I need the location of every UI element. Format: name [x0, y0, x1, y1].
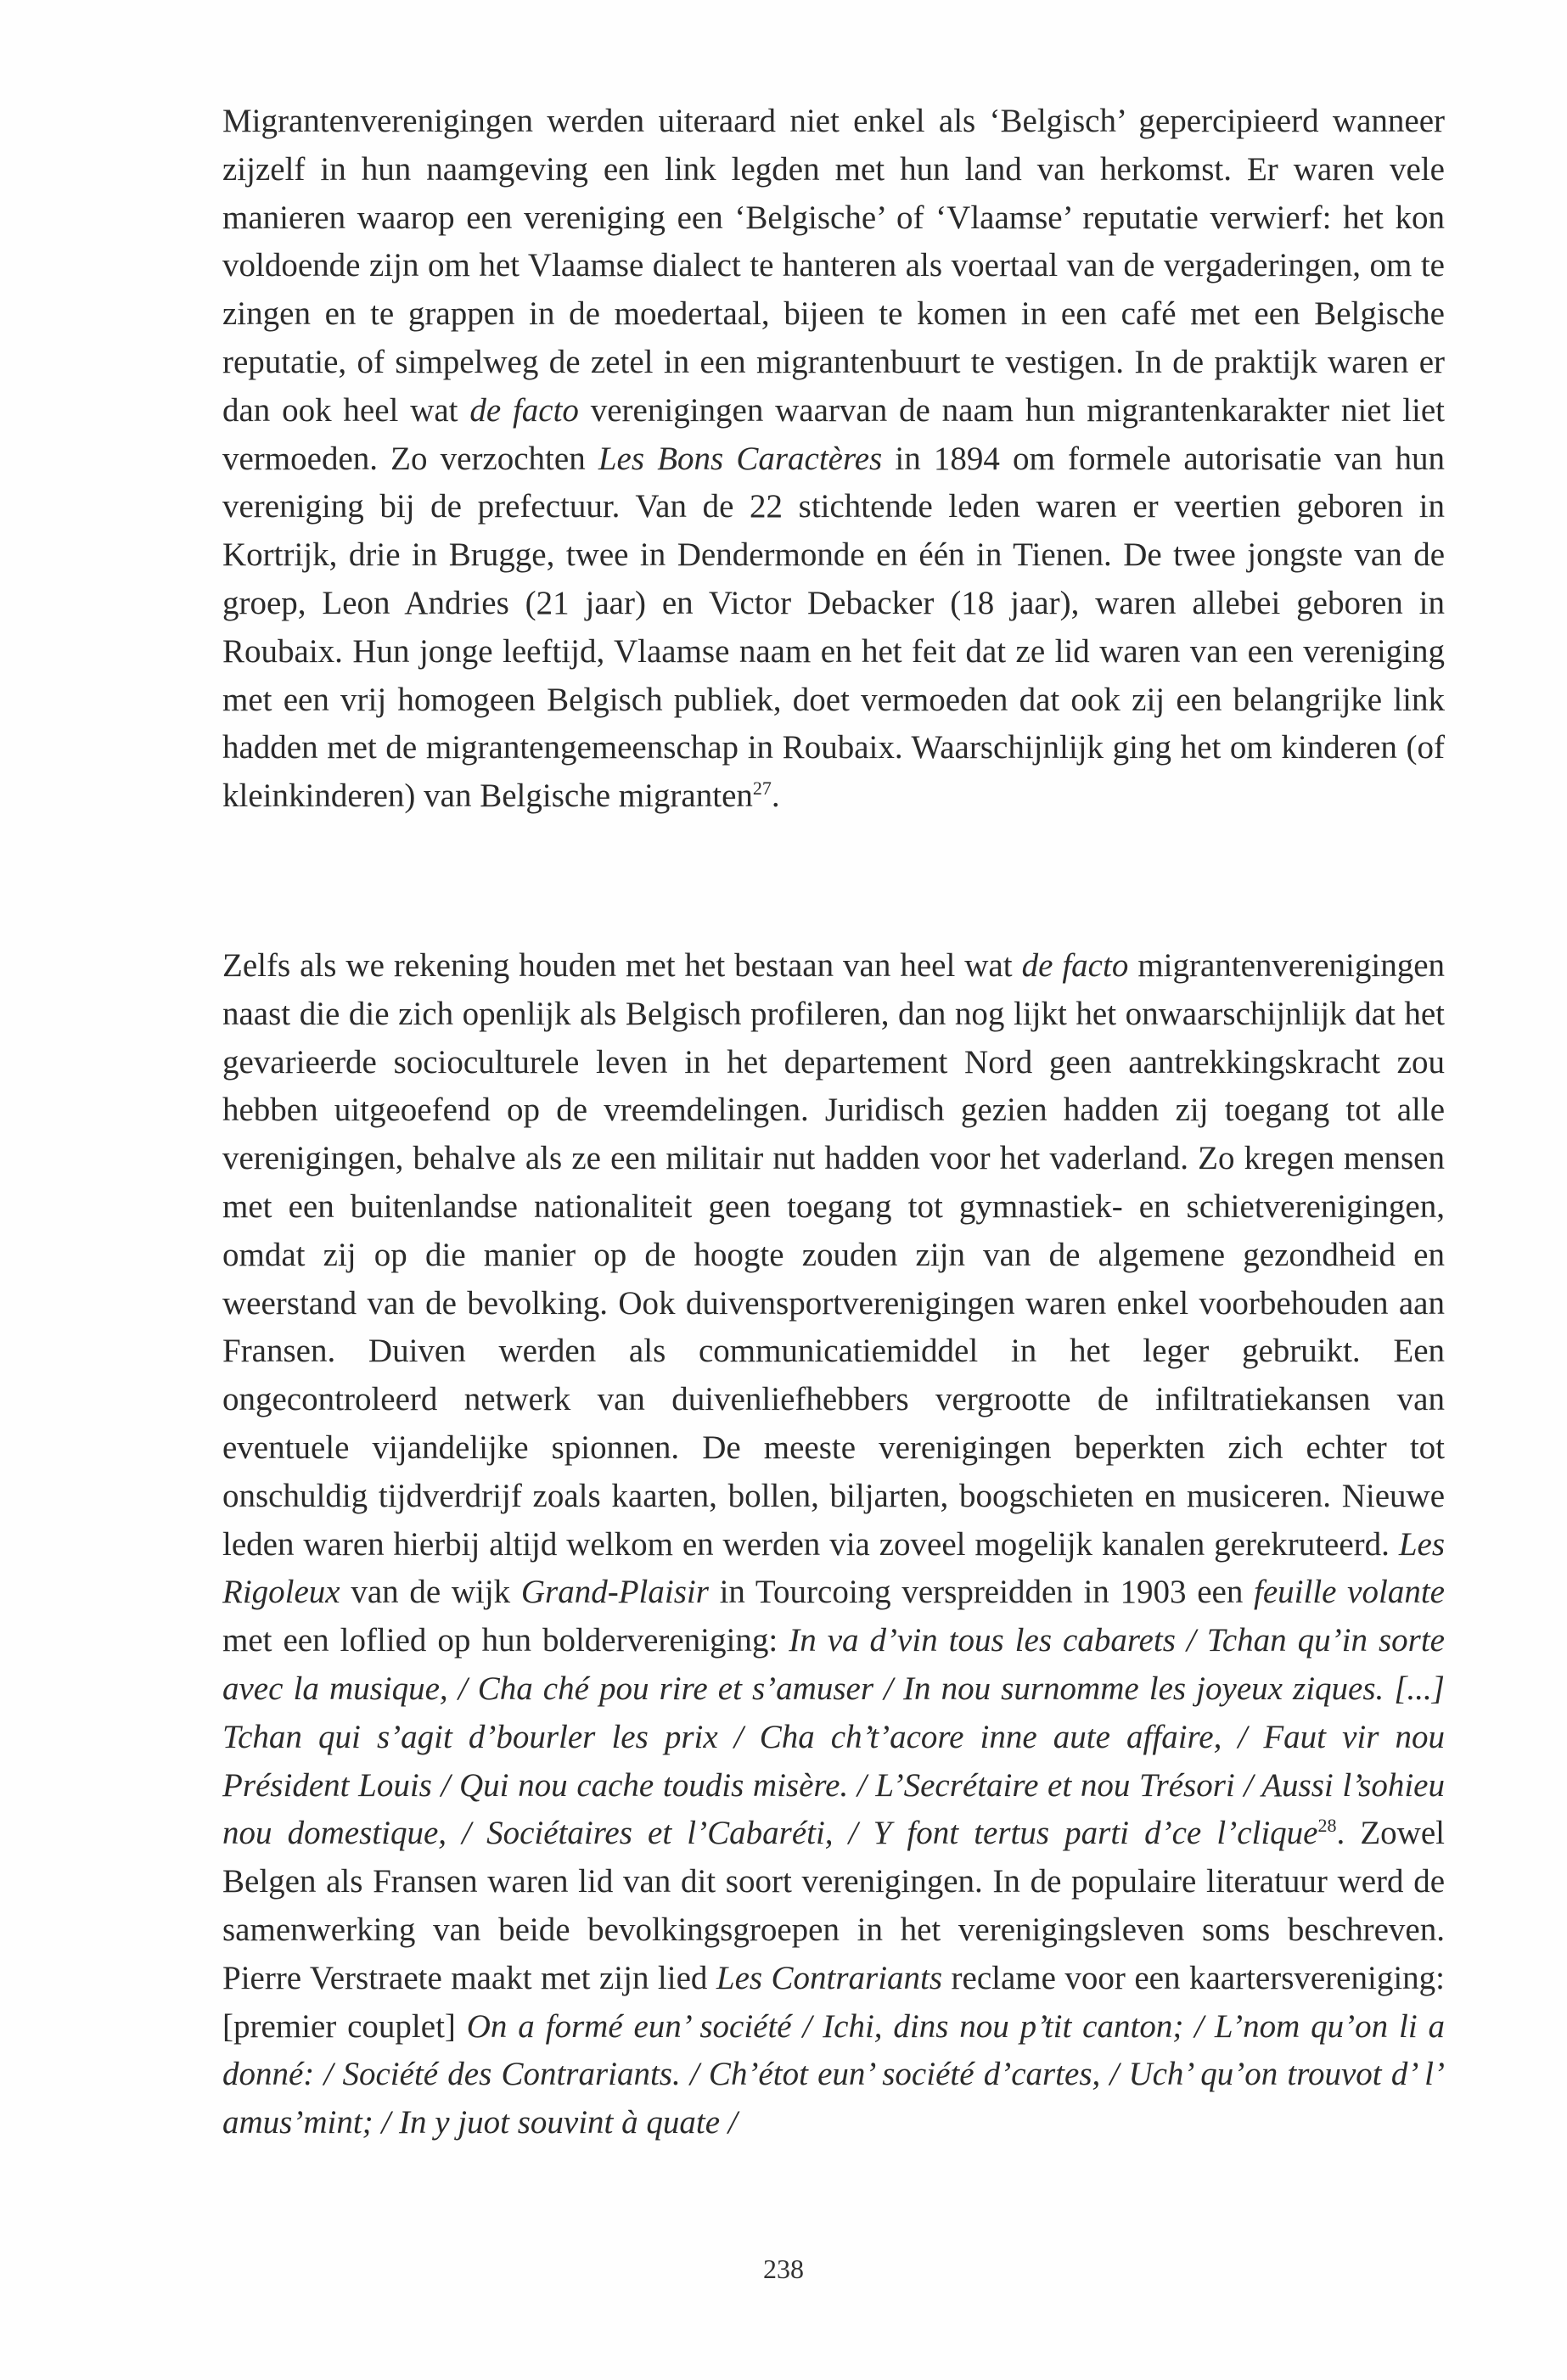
- text-run: .: [771, 777, 780, 815]
- italic-text: de facto: [469, 391, 579, 429]
- italic-text: Les Rigoleux: [222, 1525, 1445, 1611]
- italic-text: Les Bons Caractères: [598, 440, 883, 477]
- text-run: van de wijk: [340, 1574, 521, 1611]
- text-run: in 1894 om formele autorisatie van hun vereniging bij de prefectuur. Van de 22 stichtende leden waren er veertien geboren in Kortrijk, drie in Brugge, twee in Dendermonde en één in Tienen. De twee jongste van de groep, Leon Andries (21 jaar) en Victor Debacker (18 jaar), waren allebei geboren in Roubaix. Hun jonge leeftijd, Vlaamse naam en het feit dat ze lid waren van een vereniging met een vrij homogeen Belgisch publiek, doet vermoeden dat ook zij een belangrijke link hadden met de migrantengemeenschap in Roubaix. Waarschijnlijk ging het om kinderen (of kleinkinderen) van Belgische migranten: [222, 440, 1445, 815]
- text-run: . Zowel Belgen als Fransen waren lid van dit soort verenigingen. In de populaire literatuur werd de samenwerking van beide bevolkingsgroepen in het verenigingsleven soms beschreven. Pierre Verstraete maakt met zijn lied: [222, 1815, 1445, 1996]
- paragraph-text: [222, 942, 1445, 2147]
- italic-text: In va d’vin tous les cabarets / Tchan qu’in sorte avec la musique, / Cha ché pou rire et s’amuser / In nou surnomme les joyeux ziques. [...] Tchan qui s’agit d’bourler les prix / Cha ch’t’acore inne aute affaire, / Faut vir nou Président Louis / Qui nou cache toudis misère. / L’Secrétaire et nou Trésori / Aussi l’sohieu nou domestique, / Sociétaires et l’Cabaréti, / Y font tertus parti d’ce l’clique: [222, 1622, 1445, 1852]
- paragraph: [222, 98, 1445, 821]
- page-number: 238: [763, 2254, 804, 2284]
- paragraph: [222, 942, 1445, 2147]
- text-run: reclame voor een kaartersvereniging: [premier couplet]: [222, 1959, 1445, 2045]
- text-run: verenigingen waarvan de naam hun migrantenkarakter niet liet vermoeden. Zo verzochten: [222, 391, 1446, 477]
- italic-text: On a formé eun’ société / Ichi, dins nou p’tit canton; / L’nom qu’on li a donné: / Société des Contrariants. / Ch’étot eun’ société d’cartes, / Uch’ qu’on trouvot d’ l’ amus’mint; / In y juot souvint à quate /: [222, 2007, 1446, 2141]
- text-run: migrantenverenigingen naast die die zich openlijk als Belgisch profileren, dan nog lijkt het onwaarschijnlijk dat het gevarieerde socioculturele leven in het departement Nord geen aantrekkingskracht zou hebben uitgeoefend op de vreemdelingen. Juridisch gezien hadden zij toegang tot alle verenigingen, behalve als ze een militair nut hadden voor het vaderland. Zo kregen mensen met een buitenlandse nationaliteit geen toegang tot gymnastiek- en schietverenigingen, omdat zij op die manier op de hoogte zouden zijn van de algemene gezondheid en weerstand van de bevolking. Ook duivensportverenigingen waren enkel voorbehouden aan Fransen. Duiven werden als communicatiemiddel in het leger gebruikt. Een ongecontroleerd netwerk van duivenliefhebbers vergrootte de infiltratiekansen van eventuele vijandelijke spionnen. De meeste verenigingen beperkten zich echter tot onschuldig tijdverdrijf zoals kaarten, bollen, biljarten, boogschieten en musiceren. Nieuwe leden waren hierbij altijd welkom en werden via zoveel mogelijk kanalen gerekruteerd.: [222, 947, 1446, 1563]
- italic-text: Les Contrariants: [716, 1959, 943, 1996]
- text-run: met een loflied op hun boldervereniging:: [222, 1622, 789, 1659]
- footnote-ref: 27: [752, 777, 772, 800]
- text-run: in Tourcoing verspreidden in 1903 een: [708, 1574, 1255, 1611]
- footnote-ref: 28: [1317, 1815, 1337, 1837]
- italic-text: de facto: [1021, 947, 1129, 984]
- text-run: Migrantenverenigingen werden uiteraard niet enkel als ‘Belgisch’ gepercipieerd wanneer zijzelf in hun naamgeving een link legden met hun land van herkomst. Er waren vele manieren waarop een vereniging een ‘Belgische’ of ‘Vlaamse’ reputatie verwierf: het kon voldoende zijn om het Vlaamse dialect te hanteren als voertaal van de vergaderingen, om te zingen en te grappen in de moedertaal, bijeen te komen in een café met een Belgische reputatie, of simpelweg de zetel in een migrantenbuurt te vestigen. In de praktijk waren er dan ook heel wat: [222, 103, 1445, 429]
- text-run: Zelfs als we rekening houden met het bestaan van heel wat: [222, 947, 1022, 984]
- paragraph-text: [222, 98, 1445, 821]
- italic-text: Grand-Plaisir: [520, 1574, 709, 1611]
- italic-text: feuille volante: [1254, 1574, 1445, 1611]
